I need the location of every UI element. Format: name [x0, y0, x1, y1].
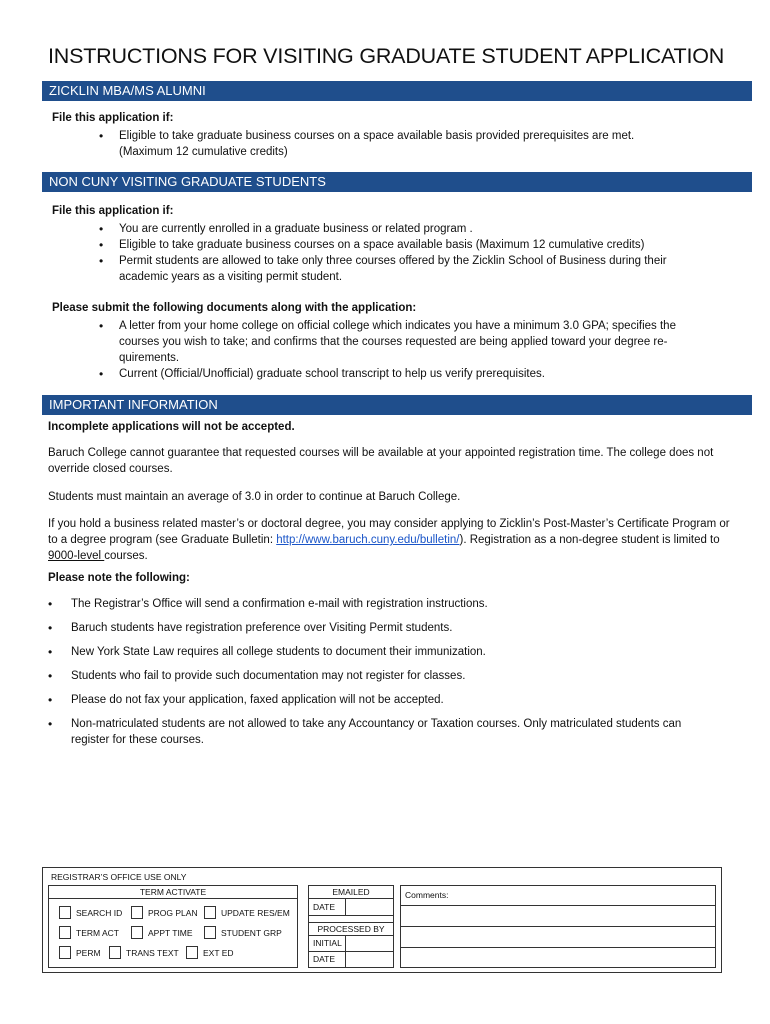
comments-box[interactable]: [400, 885, 716, 968]
list-item: • Current (Official/Unofficial) graduate school transcript to help us verify prerequisites.: [119, 366, 684, 382]
divider: [309, 898, 393, 899]
list-item: • You are currently enrolled in a graduate business or related program .: [119, 221, 679, 237]
p3-underlined: 9000-level: [48, 550, 105, 562]
list-item: • New York State Law requires all college students to document their immunization.: [71, 644, 721, 660]
paragraph-average: Students must maintain an average of 3.0 in order to continue at Baruch College.: [48, 491, 461, 503]
checkbox-label: EXT ED: [203, 948, 234, 958]
term-activate-label: TERM ACTIVATE: [139, 887, 207, 897]
section-header-noncuny: NON CUNY VISITING GRADUATE STUDENTS: [42, 172, 752, 192]
checkbox-term-act[interactable]: [59, 926, 71, 939]
alumni-file-if: File this application if:: [52, 112, 174, 124]
checkbox-search-id[interactable]: [59, 906, 71, 919]
notes-list: [71, 596, 721, 756]
checkbox-update-res-em[interactable]: [204, 906, 216, 919]
list-item: • A letter from your home college on official college which indicates you have a minimum 3.0 GPA; specifies the courses you wish to take; and confirms that the courses requested are being applied toward your degree re-quirements.: [119, 318, 684, 366]
checkbox-label: UPDATE RES/EM: [221, 908, 290, 918]
term-activate-box: [48, 885, 298, 968]
divider: [309, 935, 393, 936]
checkbox-label: STUDENT GRP: [221, 928, 282, 938]
p3-text: ). Registration as a non-degree student is limited to: [459, 534, 720, 546]
emailed-box: [308, 885, 394, 968]
divider: [309, 922, 393, 923]
noncuny-bullet-list: [119, 221, 679, 285]
list-item: • Please do not fax your application, faxed application will not be accepted.: [71, 692, 721, 708]
divider: [49, 898, 297, 899]
alumni-bullet-list: [119, 128, 679, 160]
submit-heading: Please submit the following documents along with the application:: [52, 302, 417, 314]
divider: [345, 935, 346, 968]
list-item: • Non-matriculated students are not allowed to take any Accountancy or Taxation courses. Only matriculated students can register for these courses.: [71, 716, 721, 748]
initial-label: INITIAL: [313, 938, 342, 948]
checkbox-label: TRANS TEXT: [126, 948, 179, 958]
checkbox-ext-ed[interactable]: [186, 946, 198, 959]
emailed-label: EMAILED: [332, 887, 370, 897]
date-label: DATE: [313, 902, 336, 912]
list-item: • Eligible to take graduate business courses on a space available basis provided prerequisites are met. (Maximum 12 cumulative credits): [119, 128, 679, 160]
registrar-office-box: [42, 867, 722, 973]
comments-label: Comments:: [405, 890, 449, 900]
p3-text: courses.: [104, 550, 148, 562]
processed-by-label: PROCESSED BY: [317, 924, 385, 934]
incomplete-notice: Incomplete applications will not be accepted.: [48, 421, 295, 433]
divider: [401, 926, 715, 927]
divider: [401, 947, 715, 948]
checkbox-label: APPT TIME: [148, 928, 193, 938]
page-title: INSTRUCTIONS FOR VISITING GRADUATE STUDENT APPLICATION: [48, 44, 725, 68]
office-title: REGISTRAR’S OFFICE USE ONLY: [51, 872, 187, 882]
checkbox-label: TERM ACT: [76, 928, 119, 938]
checkbox-prog-plan[interactable]: [131, 906, 143, 919]
checkbox-perm[interactable]: [59, 946, 71, 959]
checkbox-trans-text[interactable]: [109, 946, 121, 959]
note-heading: Please note the following:: [48, 572, 190, 584]
checkbox-label: PROG PLAN: [148, 908, 198, 918]
paragraph-post-masters: [48, 516, 738, 564]
section-header-alumni: ZICKLIN MBA/MS ALUMNI: [42, 81, 752, 101]
date-label: DATE: [313, 954, 336, 964]
section-header-important: IMPORTANT INFORMATION: [42, 395, 752, 415]
checkbox-appt-time[interactable]: [131, 926, 143, 939]
noncuny-file-if: File this application if:: [52, 205, 174, 217]
divider: [309, 951, 393, 952]
checkbox-student-grp[interactable]: [204, 926, 216, 939]
paragraph-guarantee: Baruch College cannot guarantee that requested courses will be available at your appointed registration time. The college does not override closed courses.: [48, 447, 714, 475]
list-item: • Eligible to take graduate business courses on a space available basis (Maximum 12 cumulative credits): [119, 237, 679, 253]
list-item: • Permit students are allowed to take only three courses offered by the Zicklin School of Business during their academic years as a visiting permit student.: [119, 253, 679, 285]
p3-text: If you hold a business related master’s or doctoral degree, you may consider applying to Zicklin’s Post-Master’s Certificate Program or to a degree program (see Graduate Bulletin:: [48, 518, 730, 546]
submit-bullet-list: [119, 318, 684, 382]
divider: [401, 905, 715, 906]
divider: [309, 915, 393, 916]
list-item: • Baruch students have registration preference over Visiting Permit students.: [71, 620, 721, 636]
divider: [345, 898, 346, 915]
list-item: • The Registrar’s Office will send a confirmation e-mail with registration instructions.: [71, 596, 721, 612]
bulletin-link[interactable]: http://www.baruch.cuny.edu/bulletin/: [276, 534, 460, 546]
checkbox-label: SEARCH ID: [76, 908, 123, 918]
checkbox-label: PERM: [76, 948, 101, 958]
list-item: • Students who fail to provide such documentation may not register for classes.: [71, 668, 721, 684]
